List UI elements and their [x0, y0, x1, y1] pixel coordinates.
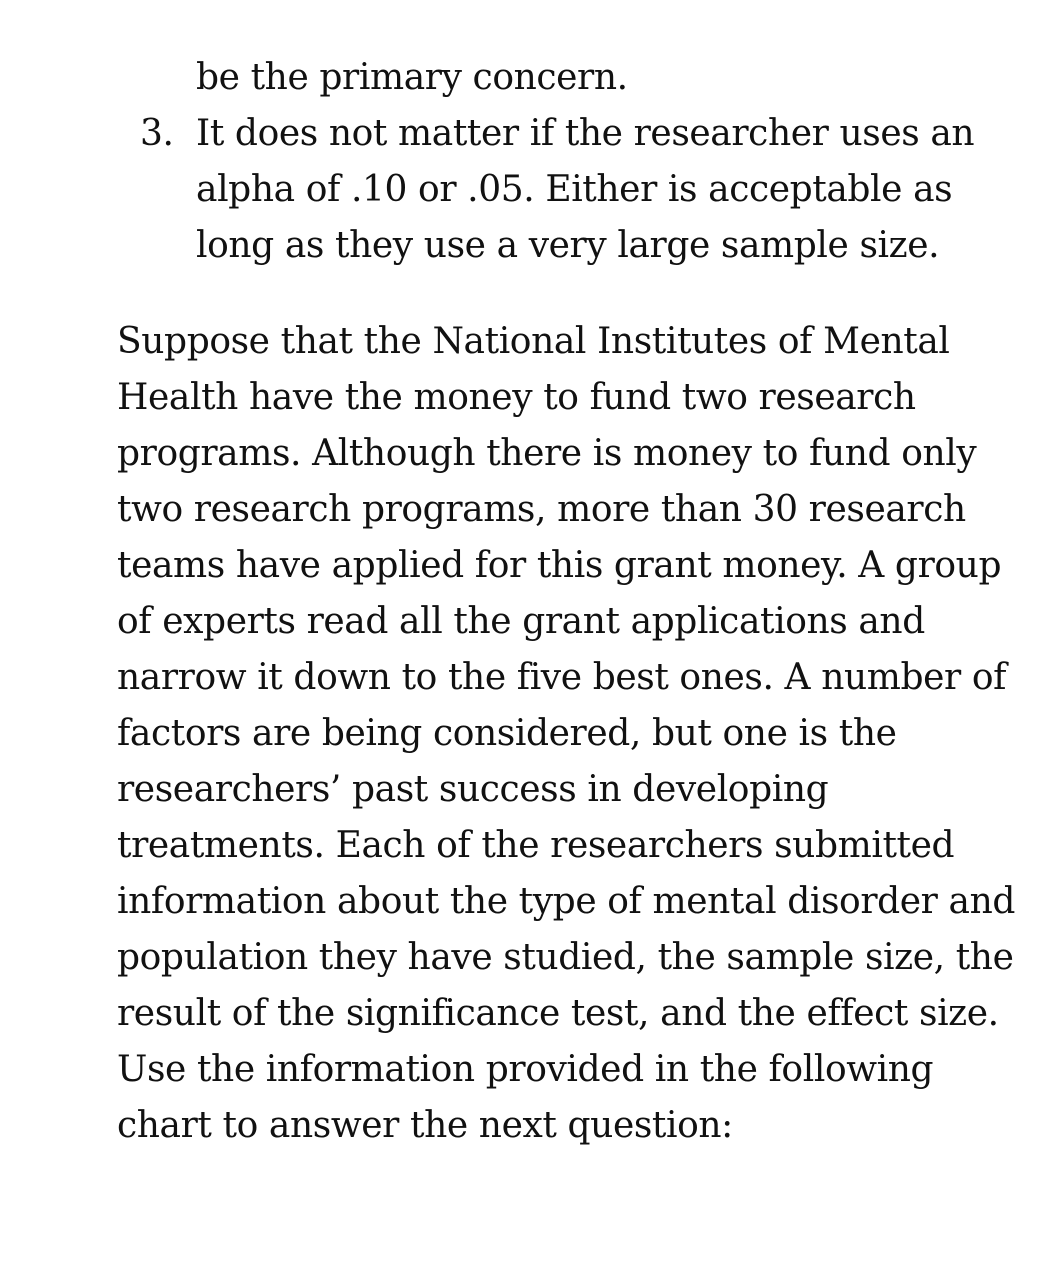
- text-line: narrow it down to the five best ones. A number of: [117, 657, 1007, 698]
- list-item-text: [196, 106, 1016, 274]
- text-line: be the primary concern.: [196, 57, 628, 98]
- text-line: teams have applied for this grant money. A group: [117, 545, 1002, 586]
- text-line: It does not matter if the researcher uses an: [196, 113, 975, 154]
- text-line: chart to answer the next question:: [117, 1105, 733, 1146]
- list-item-2-continuation: [196, 50, 996, 106]
- text-line: researchers’ past success in developing: [117, 769, 829, 810]
- text-line: long as they use a very large sample size.: [196, 225, 940, 266]
- text-line: programs. Although there is money to fund only: [117, 433, 977, 474]
- list-number: 3.: [140, 113, 174, 154]
- text-line: Health have the money to fund two research: [117, 377, 916, 418]
- text-line: result of the significance test, and the effect size.: [117, 993, 999, 1034]
- body-paragraph: [117, 314, 1037, 1154]
- text-line: Suppose that the National Institutes of Mental: [117, 321, 950, 362]
- text-line: alpha of .10 or .05. Either is acceptable as: [196, 169, 953, 210]
- text-line: information about the type of mental disorder and: [117, 881, 1016, 922]
- text-line: two research programs, more than 30 research: [117, 489, 966, 530]
- text-line: Use the information provided in the following: [117, 1049, 934, 1090]
- text-line: treatments. Each of the researchers submitted: [117, 825, 955, 866]
- text-line: of experts read all the grant applications and: [117, 601, 925, 642]
- text-line: factors are being considered, but one is the: [117, 713, 897, 754]
- text-line: population they have studied, the sample size, the: [117, 937, 1014, 978]
